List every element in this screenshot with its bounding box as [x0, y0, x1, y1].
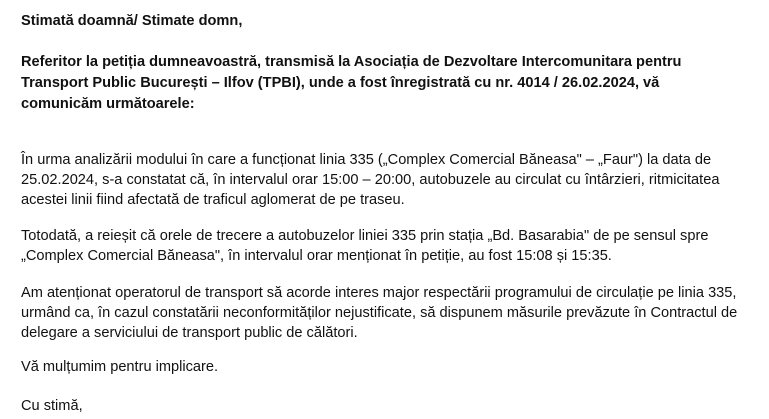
stop-times-line-2: „Complex Comercial Băneasa", în intervalul orar menționat în petiție, au fost 15:08 și 15:35.	[21, 248, 612, 264]
stop-times-line-1: Totodată, a reieșit că orele de trecere a autobuzelor liniei 335 prin stația „Bd. Basarabia" de pe sensul spre	[21, 228, 709, 244]
analysis-line-1: În urma analizării modului în care a funcționat linia 335 („Complex Comercial Băneasa" – „Faur") la data de	[21, 152, 712, 168]
reference-line-3: comunicăm următoarele:	[21, 96, 195, 112]
analysis-line-2: 25.02.2024, s-a constatat că, în intervalul orar 15:00 – 20:00, autobuzele au circulat cu întârzieri, ritmicitatea	[21, 172, 720, 188]
analysis-line-3: acestei linii fiind afectată de traficul aglomerat de pe traseu.	[21, 192, 405, 208]
closing-line	[21, 396, 746, 416]
paragraph-operator-notice	[21, 283, 746, 343]
paragraph-analysis	[21, 150, 746, 210]
reference-line-1: Referitor la petiția dumneavoastră, transmisă la Asociația de Dezvoltare Intercomunitara pentru	[21, 54, 682, 70]
greeting	[21, 11, 746, 31]
thanks-line	[21, 357, 746, 377]
operator-line-2: urmând ca, în cazul constatării neconformităților nejustificate, să dispunem măsurile prevăzute în Contractul de	[21, 305, 738, 321]
closing-text: Cu stimă,	[21, 398, 83, 414]
operator-line-3: delegare a serviciului de transport public de călători.	[21, 325, 358, 341]
greeting-line: Stimată doamnă/ Stimate domn,	[21, 13, 243, 29]
reference-line-2: Transport Public București – Ilfov (TPBI), unde a fost înregistrată cu nr. 4014 / 26.02.2024, vă	[21, 75, 660, 91]
operator-line-1: Am atenționat operatorul de transport să acorde interes major respectării programului de circulație pe linia 335,	[21, 285, 737, 301]
paragraph-stop-times	[21, 226, 746, 266]
thanks-text: Vă mulțumim pentru implicare.	[21, 359, 219, 375]
reference-paragraph	[21, 52, 746, 115]
